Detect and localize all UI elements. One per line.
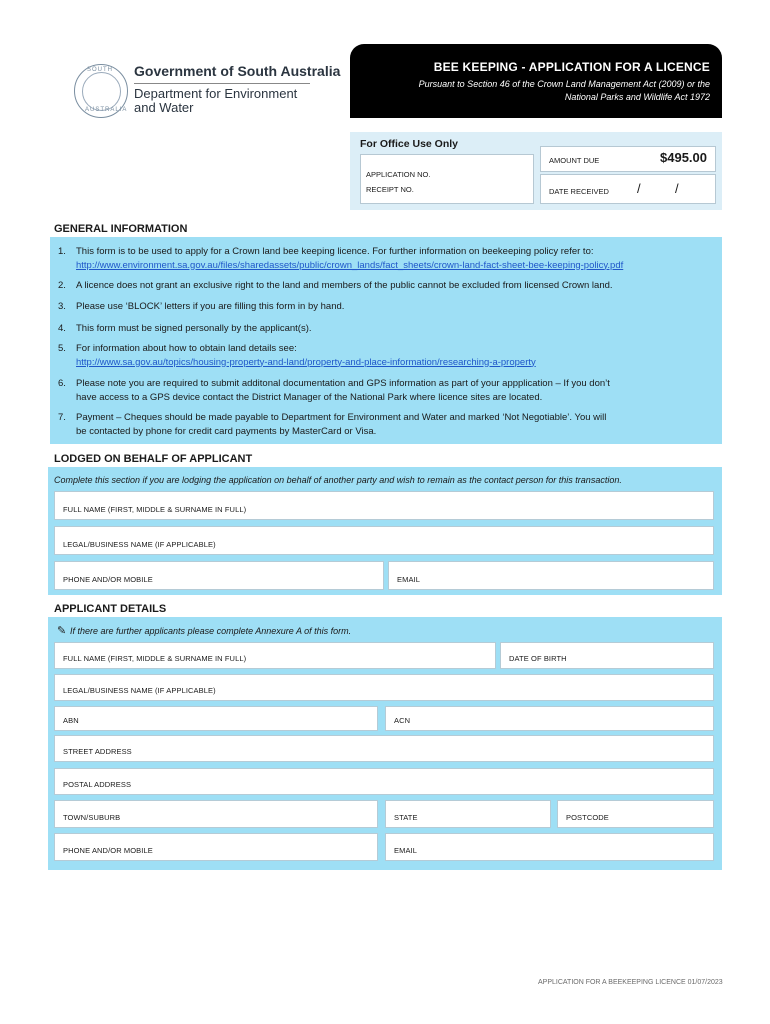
- field-label: DATE OF BIRTH: [509, 654, 567, 663]
- logo-divider: [134, 83, 310, 84]
- field-label: POSTCODE: [566, 813, 609, 822]
- list-item: [58, 300, 708, 314]
- field-label: STREET ADDRESS: [63, 747, 132, 756]
- date-received-field[interactable]: [540, 174, 716, 204]
- land-details-link[interactable]: http://www.sa.gov.au/topics/housing-property-and-land/property-and-place-information/researching-a-property: [76, 356, 536, 368]
- general-information-panel: [50, 237, 722, 444]
- date-of-birth-field[interactable]: [500, 642, 714, 669]
- applicant-instruction: If there are further applicants please complete Annexure A of this form.: [70, 626, 352, 636]
- field-label: TOWN/SUBURB: [63, 813, 121, 822]
- date-separator: /: [637, 181, 641, 196]
- state-seal-logo: [74, 64, 128, 118]
- field-label: ABN: [63, 716, 79, 725]
- page-footer: APPLICATION FOR A BEEKEEPING LICENCE 01/07/2023: [538, 979, 723, 986]
- application-receipt-box[interactable]: [360, 154, 534, 204]
- office-use-panel: [350, 132, 722, 210]
- general-information-heading: GENERAL INFORMATION: [54, 223, 188, 235]
- item-text: This form must be signed personally by the applicant(s).: [76, 323, 312, 334]
- list-item: [58, 342, 708, 369]
- amount-due-value: $495.00: [660, 150, 707, 165]
- amount-due-field[interactable]: [540, 146, 716, 172]
- abn-field[interactable]: [54, 706, 378, 731]
- application-no-label: APPLICATION NO.: [366, 170, 431, 179]
- seal-top-text: SOUTH: [87, 67, 113, 73]
- item-number: 2.: [58, 280, 66, 291]
- form-subtitle-line1: Pursuant to Section 46 of the Crown Land Management Act (2009) or the: [418, 79, 710, 89]
- item-text: A licence does not grant an exclusive right to the land and members of the public cannot be excluded from licensed Crown land.: [76, 280, 613, 291]
- list-item: [58, 245, 708, 272]
- lodged-phone-field[interactable]: [54, 561, 384, 590]
- form-title-banner: [350, 44, 722, 118]
- department-name-line1: Department for Environment: [134, 86, 298, 101]
- item-text: Payment – Cheques should be made payable to Department for Environment and Water and marked ‘Not Negotiable’. You will: [76, 412, 607, 423]
- postcode-field[interactable]: [557, 800, 714, 828]
- seal-inner-ring: [82, 72, 121, 111]
- field-label: EMAIL: [394, 846, 418, 855]
- town-suburb-field[interactable]: [54, 800, 378, 828]
- applicant-email-field[interactable]: [385, 833, 714, 861]
- field-label: PHONE AND/OR MOBILE: [63, 846, 153, 855]
- list-item: [58, 377, 708, 404]
- item-number: 5.: [58, 343, 66, 354]
- item-text: Please use ‘BLOCK’ letters if you are filling this form in by hand.: [76, 301, 345, 312]
- field-label: LEGAL/BUSINESS NAME (IF APPLICABLE): [63, 540, 216, 549]
- item-number: 3.: [58, 301, 66, 312]
- form-subtitle-line2: National Parks and Wildlife Act 1972: [564, 92, 710, 102]
- beekeeping-policy-link[interactable]: http://www.environment.sa.gov.au/files/sharedassets/public/crown_lands/fact_sheets/crown-land-fact-sheet-bee-keeping-policy.pdf: [76, 259, 624, 271]
- seal-bottom-text: AUSTRALIA: [85, 107, 128, 113]
- field-label: POSTAL ADDRESS: [63, 780, 132, 789]
- field-label: ACN: [394, 716, 411, 725]
- field-label: PHONE AND/OR MOBILE: [63, 575, 153, 584]
- applicant-legal-name-field[interactable]: [54, 674, 714, 701]
- item-text: This form is to be used to apply for a Crown land bee keeping licence. For further information on beekeeping policy refer to:: [76, 246, 594, 257]
- field-label: EMAIL: [397, 575, 421, 584]
- item-text: have access to a GPS device contact the District Manager of the National Park where licence sites are located.: [76, 391, 543, 403]
- applicant-full-name-field[interactable]: [54, 642, 496, 669]
- field-label: FULL NAME (FIRST, MIDDLE & SURNAME IN FULL): [63, 654, 247, 663]
- acn-field[interactable]: [385, 706, 714, 731]
- amount-due-label: AMOUNT DUE: [549, 156, 600, 165]
- form-title: BEE KEEPING - APPLICATION FOR A LICENCE: [433, 60, 710, 74]
- pin-icon: ✎: [57, 625, 67, 637]
- applicant-phone-field[interactable]: [54, 833, 378, 861]
- lodged-email-field[interactable]: [388, 561, 714, 590]
- item-text: be contacted by phone for credit card payments by MasterCard or Visa.: [76, 425, 377, 437]
- lodged-full-name-field[interactable]: [54, 491, 714, 520]
- list-item: [58, 279, 708, 293]
- government-title: Government of South Australia: [134, 63, 341, 79]
- item-number: 1.: [58, 246, 66, 257]
- date-separator: /: [675, 181, 679, 196]
- field-label: STATE: [394, 813, 418, 822]
- item-text: Please note you are required to submit additonal documentation and GPS information as part of your appplication – If you don’t: [76, 378, 610, 389]
- item-number: 7.: [58, 412, 66, 423]
- list-item: [58, 322, 708, 336]
- street-address-field[interactable]: [54, 735, 714, 762]
- department-name-line2: and Water: [134, 100, 194, 115]
- state-field[interactable]: [385, 800, 551, 828]
- lodged-instruction: Complete this section if you are lodging the application on behalf of another party and wish to remain as the contact person for this transaction.: [54, 475, 622, 485]
- item-number: 6.: [58, 378, 66, 389]
- lodged-on-behalf-heading: LODGED ON BEHALF OF APPLICANT: [54, 453, 253, 465]
- item-text: For information about how to obtain land details see:: [76, 343, 297, 354]
- lodged-legal-name-field[interactable]: [54, 526, 714, 555]
- field-label: FULL NAME (FIRST, MIDDLE & SURNAME IN FULL): [63, 505, 247, 514]
- field-label: LEGAL/BUSINESS NAME (IF APPLICABLE): [63, 686, 216, 695]
- date-received-label: DATE RECEIVED: [549, 187, 609, 196]
- postal-address-field[interactable]: [54, 768, 714, 795]
- item-number: 4.: [58, 323, 66, 334]
- applicant-details-heading: APPLICANT DETAILS: [54, 603, 167, 615]
- office-use-label: For Office Use Only: [360, 138, 459, 150]
- list-item: [58, 411, 708, 438]
- receipt-no-label: RECEIPT NO.: [366, 185, 414, 194]
